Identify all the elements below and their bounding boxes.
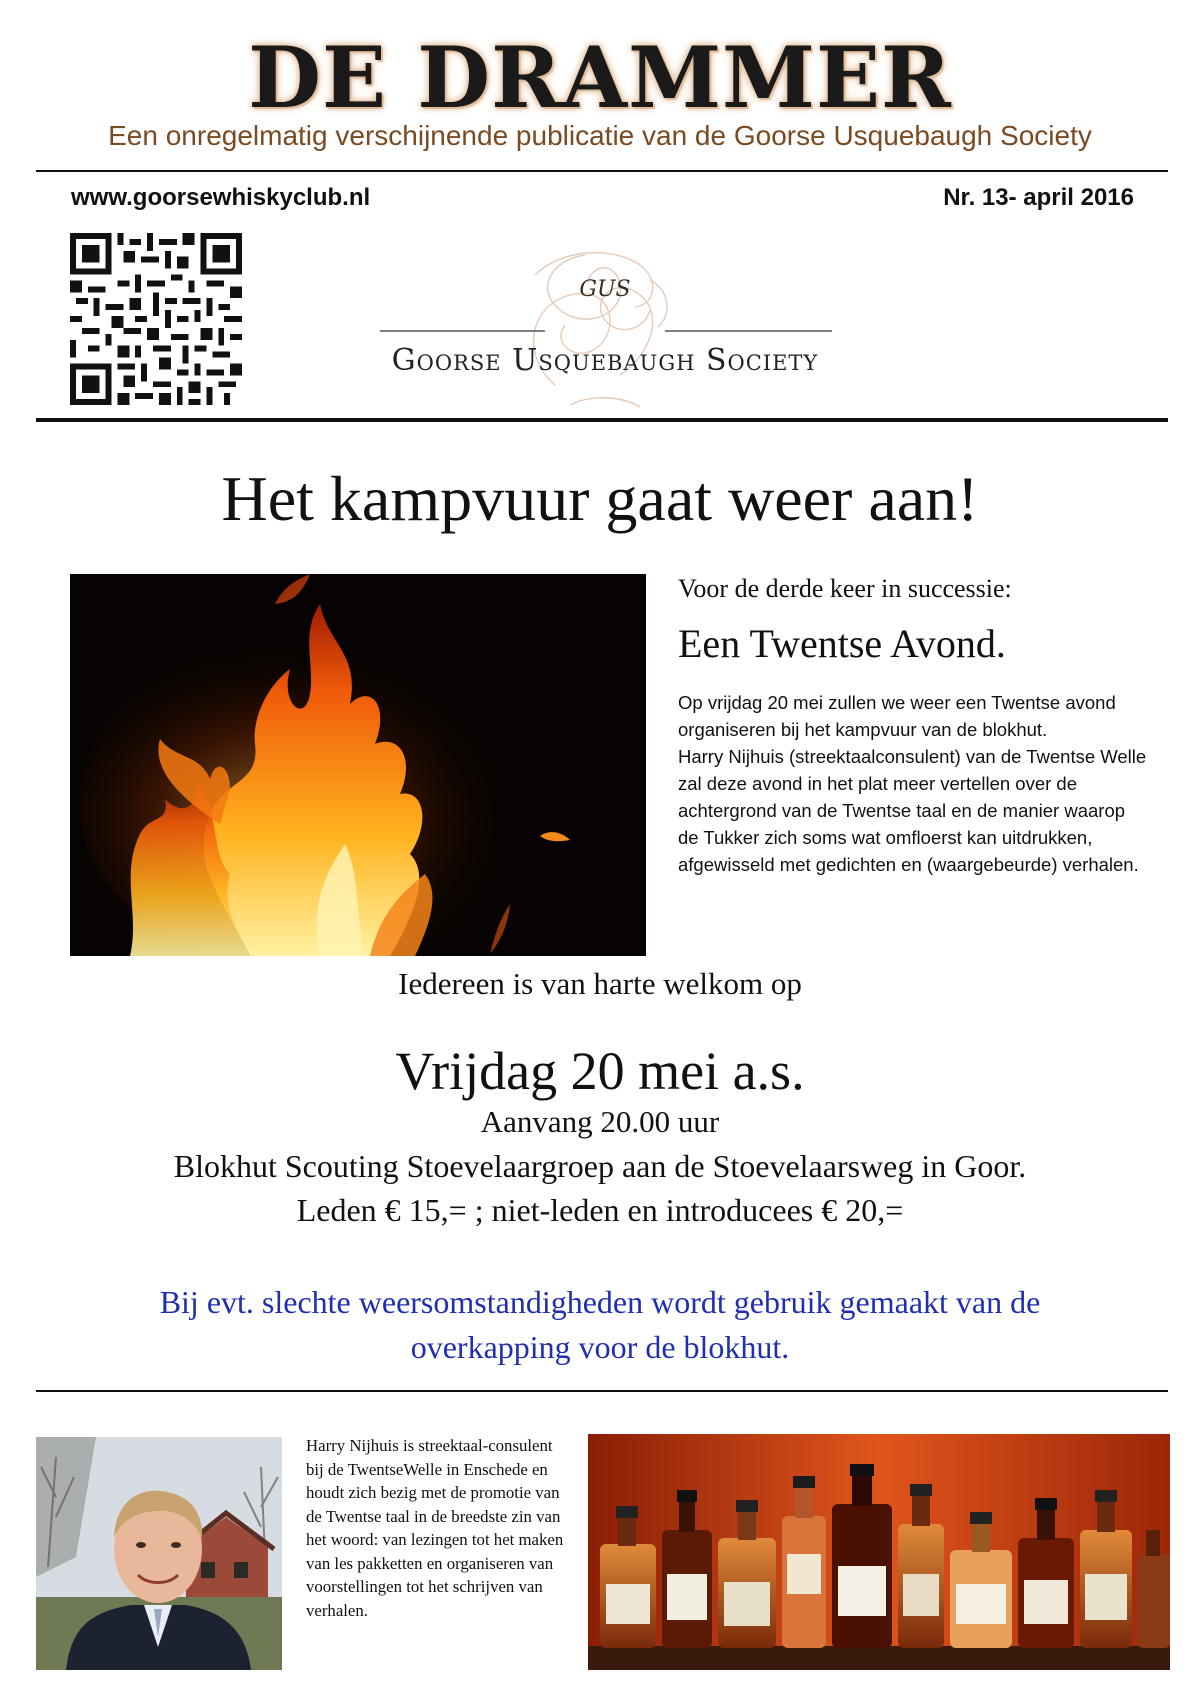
weather-note-text: Bij evt. slechte weersomstandigheden wordt gebruik gemaakt van de overkapping voor de blokhut. bbox=[159, 1284, 1041, 1365]
society-emblem-icon bbox=[320, 235, 890, 415]
article-column bbox=[678, 574, 1148, 878]
event-price: Leden € 15,= ; niet-leden en introducees € 20,= bbox=[296, 1192, 904, 1228]
website-link[interactable]: www.goorsewhiskyclub.nl bbox=[71, 184, 371, 211]
society-name: Goorse Usquebaugh Society bbox=[391, 343, 819, 378]
campfire-image bbox=[70, 574, 646, 956]
whisky-bottles-illustration bbox=[588, 1434, 1170, 1670]
masthead-divider bbox=[36, 170, 1168, 172]
portrait-illustration bbox=[36, 1437, 282, 1670]
footer-divider bbox=[36, 1390, 1168, 1392]
article-paragraph-2: Harry Nijhuis (streektaalconsulent) van de Twentse Welle zal deze avond in het plat meer vertellen over de achtergrond van de Twentse taal en de manier waarop de Tukker zich soms wat omfloerst kan uitdrukken, afgewisseld met gedichten en (waargebeurde) verhalen. bbox=[678, 746, 1147, 875]
event-location: Blokhut Scouting Stoevelaargroep aan de Stoevelaarsweg in Goor. bbox=[173, 1148, 1027, 1184]
masthead-title: DE DRAMMER bbox=[248, 28, 952, 127]
qr-code-icon bbox=[70, 233, 242, 405]
event-date: Vrijdag 20 mei a.s. bbox=[395, 1041, 805, 1101]
society-logo bbox=[320, 235, 890, 415]
whisky-bottles-image bbox=[588, 1434, 1170, 1670]
bio-text: Harry Nijhuis is streektaal-consulent bij de TwentseWelle in Enschede en houdt zich bezig met de promotie van de Twentse taal in de breedste zin van het woord: van lezingen tot het maken van les pakketten en organiseren van voorstellingen tot het schrijven van verhalen. bbox=[306, 1436, 564, 1620]
masthead-subtitle: Een onregelmatig verschijnende publicatie van de Goorse Usquebaugh Society bbox=[108, 120, 1092, 151]
society-emblem-letters: GUS bbox=[579, 277, 631, 302]
weather-note bbox=[0, 1280, 1200, 1370]
article-headline: Het kampvuur gaat weer aan! bbox=[221, 463, 979, 534]
event-time: Aanvang 20.00 uur bbox=[480, 1104, 720, 1139]
article-subhead: Een Twentse Avond. bbox=[678, 621, 1006, 666]
issue-number: Nr. 13- april 2016 bbox=[943, 184, 1134, 211]
portrait-photo bbox=[36, 1437, 282, 1670]
article-body bbox=[678, 689, 1148, 878]
header-divider bbox=[36, 418, 1168, 422]
campfire-flames bbox=[70, 574, 646, 956]
article-kicker: Voor de derde keer in successie: bbox=[678, 574, 1012, 603]
article-paragraph-1: Op vrijdag 20 mei zullen we weer een Twentse avond organiseren bij het kampvuur van de blokhut. bbox=[678, 692, 1116, 740]
event-welcome: Iedereen is van harte welkom op bbox=[398, 966, 802, 1001]
